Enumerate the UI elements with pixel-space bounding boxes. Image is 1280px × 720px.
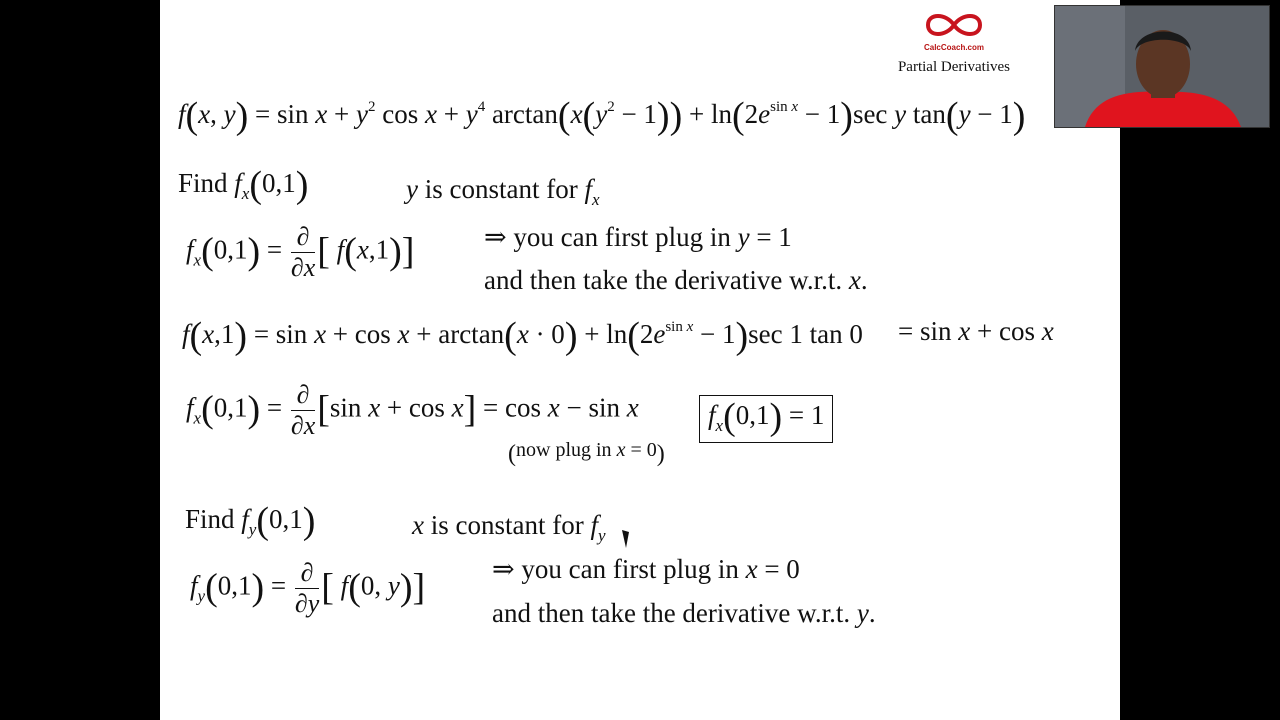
slide-topic: Partial Derivatives [897,59,1011,75]
fy-partial-setup: $f_y(0,1)$ = $\frac{\partial}{\partial y}$ [ f(0, y)] [190,558,426,618]
fx-hint-line1: ⇒ you can first plug in y = 1 [484,222,792,252]
function-definition: f(x, $y) = \sin x + y^2$ $\cos x + y^4$ $\arctan(x(y^2 - 1)) + \ln(2e^{sin x} - 1)\sec$ y tan(y − 1) [178,95,1026,137]
find-fy-heading: Find $f_y(0,1)$ [185,500,316,542]
infinity-logo-icon [922,10,986,40]
pen-cursor-icon [620,528,632,550]
fx-substitution: $f(x,1) = \sin x + \cos x + \arctan(x \cdot 0) + \ln(2e^{sin x} - 1)\sec$ 1 tan 0 [182,315,863,357]
slide-canvas [160,0,1120,720]
x-constant-note: x is constant for $f_y$ [412,510,606,545]
fx-hint-line2: and then take the derivative w.r.t. x. [484,265,868,295]
fx-simplified: = sin x + cos x [898,316,1054,346]
fx-partial-setup: $f_x(0,1)$ = $\frac{\partial}{\partial x}$ [ f(x,1)] [186,222,415,282]
presenter-webcam [1054,5,1270,128]
find-fx-heading: Find $f_x(0,1)$ [178,164,309,206]
presenter-video [1055,6,1269,127]
logo-text: CalcCoach.com [923,43,985,52]
y-constant-note: y is constant for $f_x$ [406,174,600,209]
fy-hint-line1: ⇒ you can first plug in x = 0 [492,554,800,584]
fx-derivative: $f_x(0,1)$ = $\frac{\partial}{\partial x}$ [sin x + cos x] = cos x − sin x [186,380,639,440]
fx-answer-box: $f_x(0,1) = 1$ [699,395,833,443]
plug-in-note: (now plug in x = 0) [508,439,665,467]
calccoach-logo [894,10,1014,52]
fy-hint-line2: and then take the derivative w.r.t. y. [492,598,876,628]
